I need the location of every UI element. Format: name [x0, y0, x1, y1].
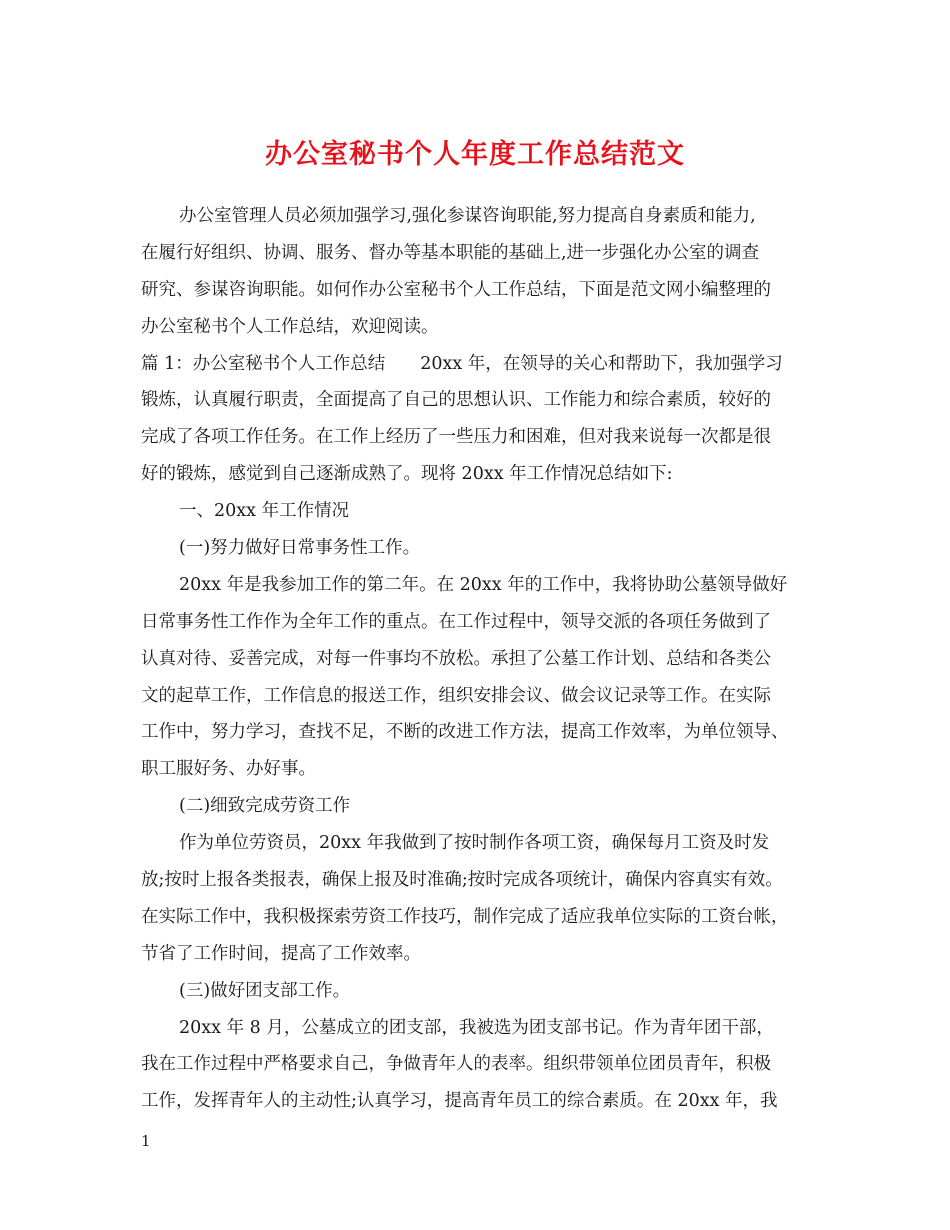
subsection-heading: (二)细致完成劳资工作	[179, 796, 351, 817]
document-title: 办公室秘书个人年度工作总结范文	[265, 139, 685, 170]
body-line: 20xx 年是我参加工作的第二年。在 20xx 年的工作中，我将协助公墓领导做好	[179, 574, 788, 595]
body-line: 职工服好务、办好事。	[141, 759, 316, 780]
section-heading: 一、20xx 年工作情况	[179, 501, 350, 522]
body-line: 放;按时上报各类报表，确保上报及时准确;按时完成各项统计，确保内容真实有效。	[141, 870, 783, 891]
document-body	[141, 198, 813, 1120]
body-line: 办公室秘书个人工作总结，欢迎阅读。	[141, 316, 439, 337]
body-line: 办公室管理人员必须加强学习,强化参谋咨询职能,努力提高自身素质和能力,	[179, 206, 756, 226]
body-line: 篇 1：办公室秘书个人工作总结 20xx 年，在领导的关心和帮助下，我加强学习	[141, 353, 783, 374]
body-line: 研究、参谋咨询职能。如何作办公室秘书个人工作总结，下面是范文网小编整理的	[141, 279, 771, 300]
body-line: 锻炼，认真履行职责，全面提高了自己的思想认识、工作能力和综合素质，较好的	[141, 390, 771, 411]
body-line: 好的锻炼，感觉到自己逐渐成熟了。现将 20xx 年工作情况总结如下:	[141, 464, 673, 485]
body-line: 工作中，努力学习，查找不足，不断的改进工作方法，提高工作效率，为单位领导、	[141, 722, 789, 743]
subsection-heading: (一)努力做好日常事务性工作。	[179, 538, 421, 559]
body-line: 在履行好组织、协调、服务、督办等基本职能的基础上,进一步强化办公室的调查	[141, 242, 760, 263]
subsection-heading: (三)做好团支部工作。	[179, 980, 351, 1001]
body-line: 认真对待、妥善完成，对每一件事均不放松。承担了公墓工作计划、总结和各类公	[141, 648, 771, 669]
body-line: 作为单位劳资员，20xx 年我做到了按时制作各项工资，确保每月工资及时发	[179, 833, 770, 854]
body-line: 文的起草工作，工作信息的报送工作，组织安排会议、做会议记录等工作。在实际	[141, 685, 771, 706]
body-line: 我在工作过程中严格要求自己，争做青年人的表率。组织带领单位团员青年，积极	[141, 1054, 771, 1075]
body-line: 在实际工作中，我积极探索劳资工作技巧，制作完成了适应我单位实际的工资台帐，	[141, 906, 789, 927]
body-line: 日常事务性工作作为全年工作的重点。在工作过程中，领导交派的各项任务做到了	[141, 611, 771, 632]
body-line: 20xx 年 8 月，公墓成立的团支部，我被选为团支部书记。作为青年团干部，	[179, 1017, 774, 1038]
body-line: 节省了工作时间，提高了工作效率。	[141, 943, 421, 964]
body-line: 完成了各项工作任务。在工作上经历了一些压力和困难，但对我来说每一次都是很	[141, 427, 771, 448]
body-line: 工作，发挥青年人的主动性;认真学习，提高青年员工的综合素质。在 20xx 年，我	[141, 1091, 778, 1112]
page-number: 1	[141, 1132, 151, 1150]
